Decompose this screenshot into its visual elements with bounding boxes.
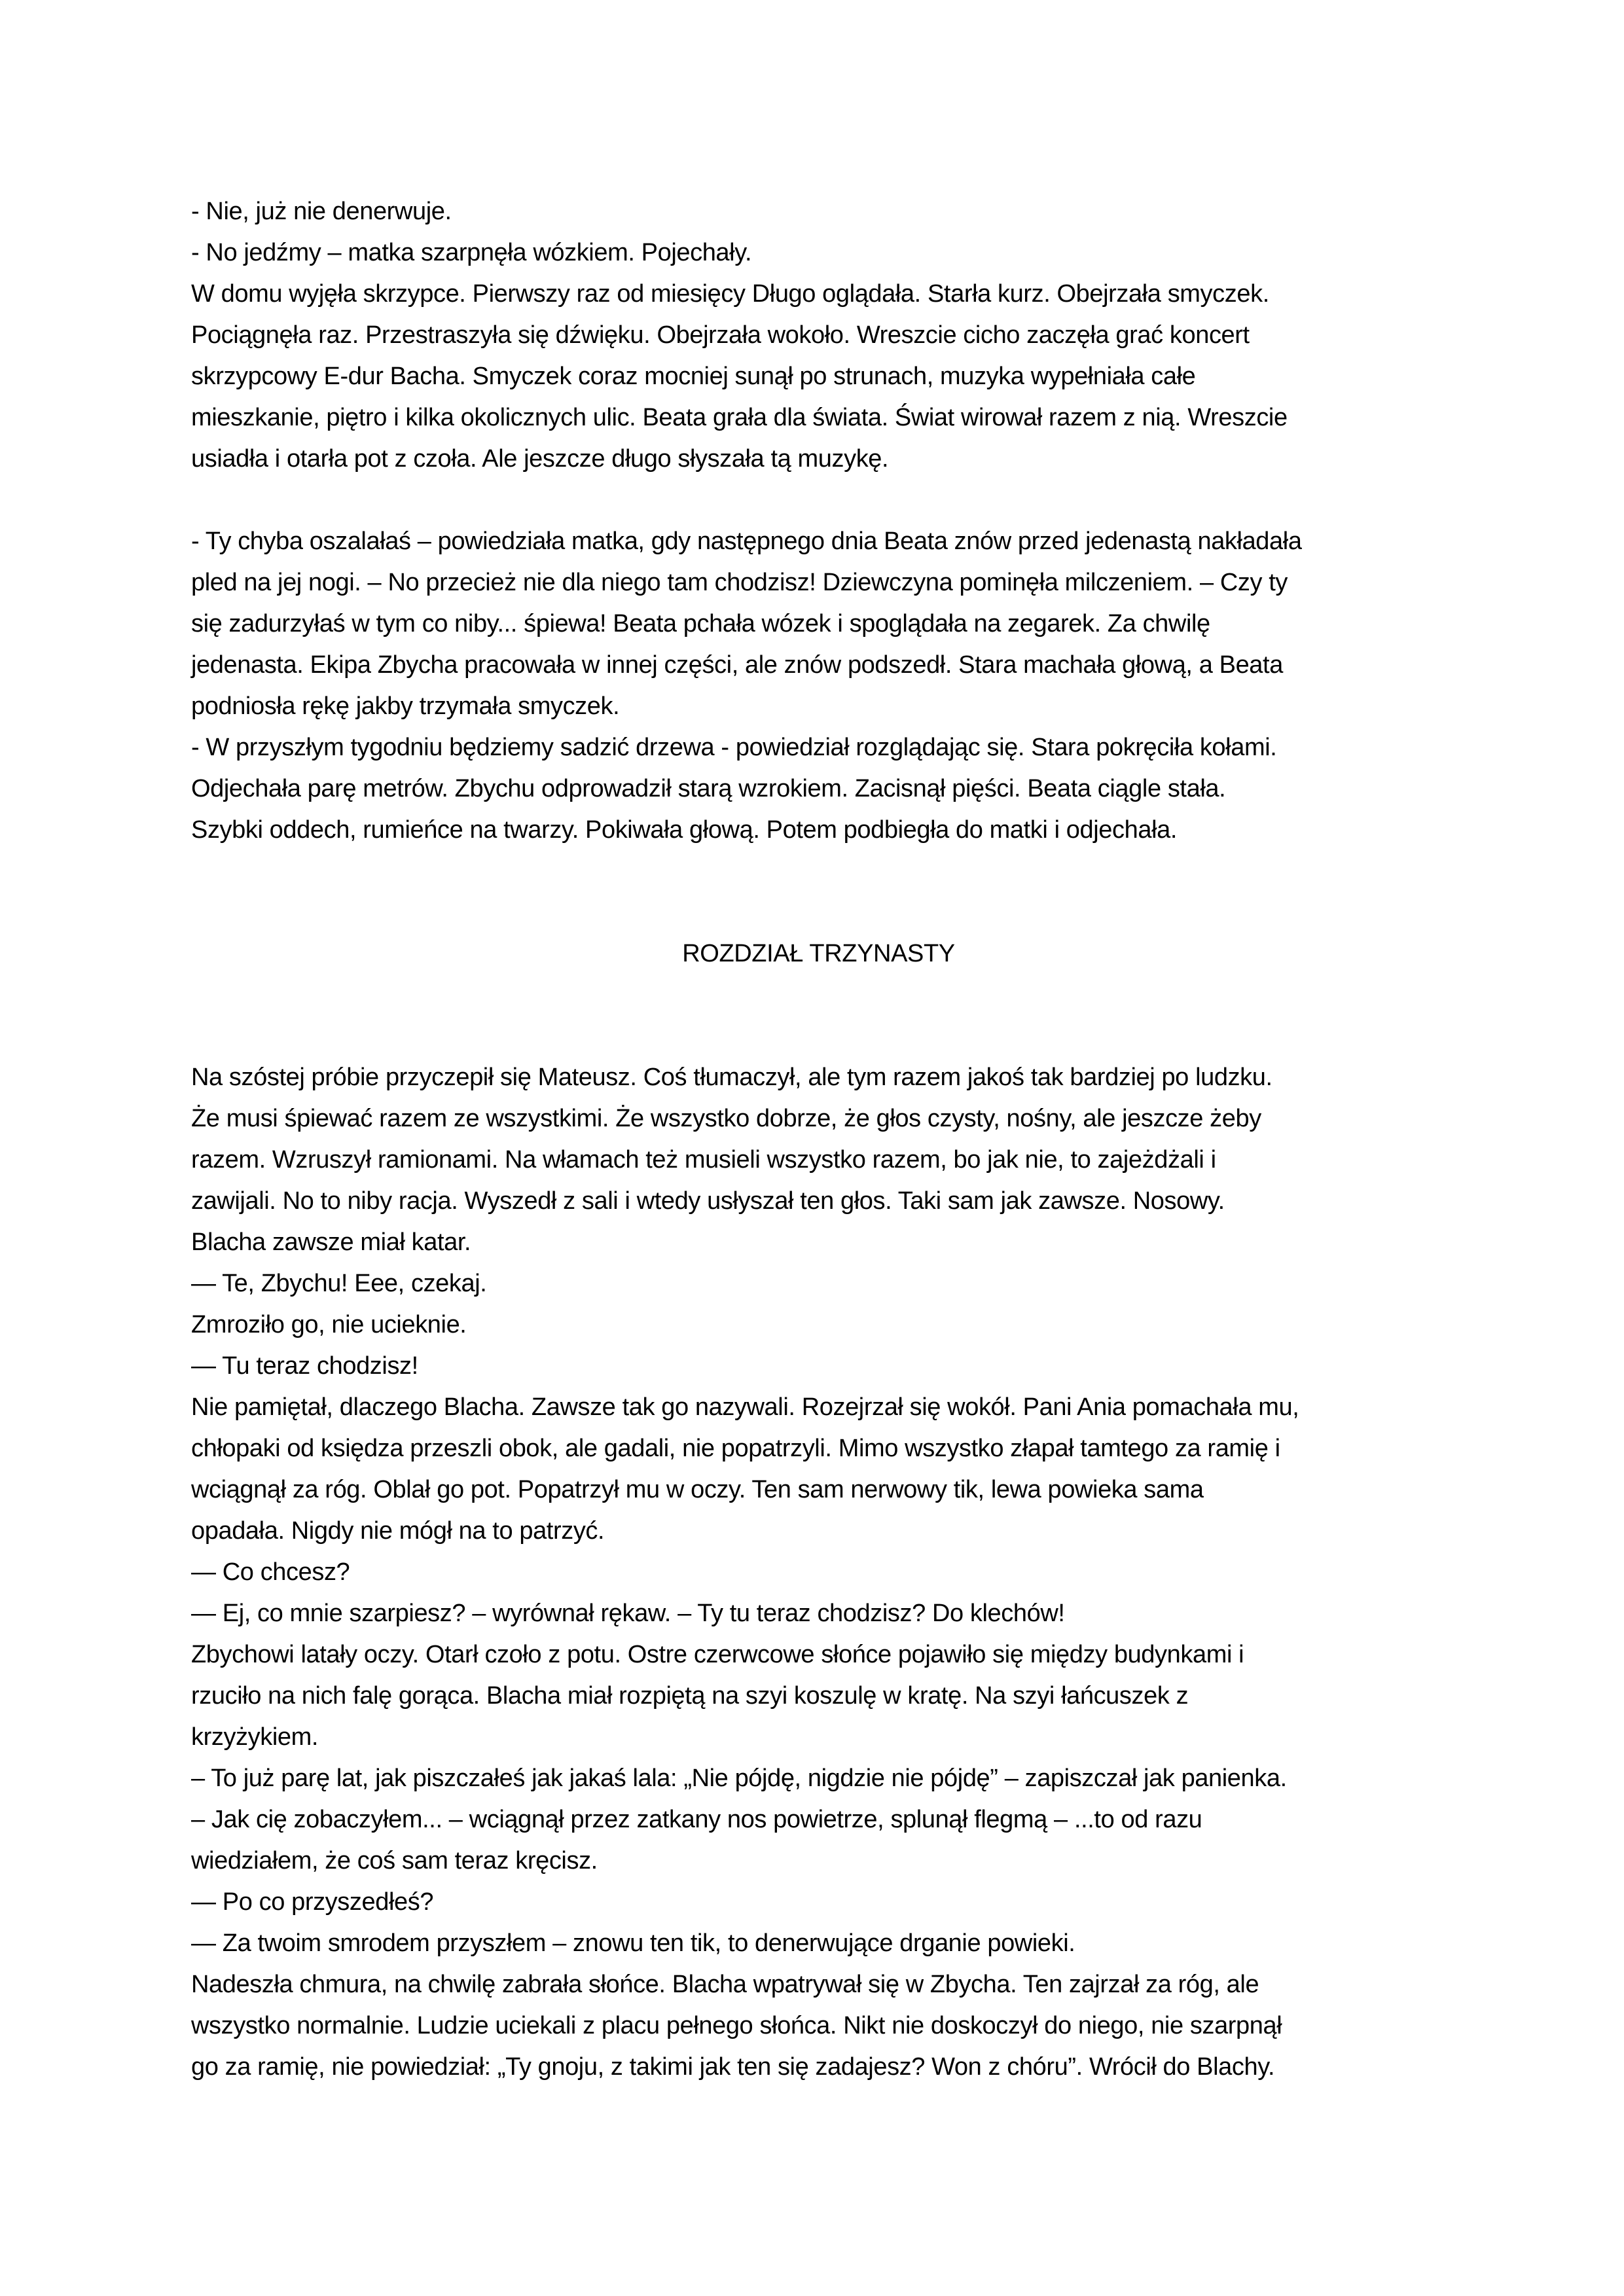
- text-line: wiedziałem, że coś sam teraz kręcisz.: [191, 1847, 598, 1874]
- text-line: — Za twoim smrodem przyszłem – znowu ten tik, to denerwujące drganie powieki.: [191, 1929, 1075, 1957]
- text-line: usiadła i otarła pot z czoła. Ale jeszcze długo słyszała tą muzykę.: [191, 445, 889, 473]
- paragraph: [191, 521, 1446, 851]
- text-line: podniosła rękę jakby trzymała smyczek.: [191, 692, 620, 720]
- text-line: się zadurzyłaś w tym co niby... śpiewa! Beata pchała wózek i spoglądała na zegarek. Za chwilę: [191, 610, 1210, 637]
- text-line: wszystko normalnie. Ludzie uciekali z placu pełnego słońca. Nikt nie doskoczył do niego, nie szarpnął: [191, 2012, 1282, 2039]
- text-line: — Tu teraz chodzisz!: [191, 1352, 418, 1380]
- text-content: [191, 191, 1446, 2088]
- text-line: mieszkanie, piętro i kilka okolicznych ulic. Beata grała dla świata. Świat wirował razem z nią. Wreszcie: [191, 404, 1288, 431]
- chapter-heading: ROZDZIAŁ TRZYNASTY: [682, 940, 955, 967]
- text-line: — Co chcesz?: [191, 1558, 350, 1586]
- text-line: — Te, Zbychu! Eee, czekaj.: [191, 1270, 487, 1297]
- text-line: jedenasta. Ekipa Zbycha pracowała w innej części, ale znów podszedł. Stara machała głową, a Beata: [191, 651, 1283, 679]
- text-line: Nie pamiętał, dlaczego Blacha. Zawsze tak go nazywali. Rozejrzał się wokół. Pani Ania pomachała mu,: [191, 1393, 1299, 1421]
- text-line: Odjechała parę metrów. Zbychu odprowadził starą wzrokiem. Zacisnął pięści. Beata ciągle stała.: [191, 775, 1226, 802]
- text-line: Zmroziło go, nie ucieknie.: [191, 1311, 467, 1338]
- text-line: Szybki oddech, rumieńce na twarzy. Pokiwała głową. Potem podbiegła do matki i odjechała.: [191, 816, 1178, 844]
- text-line: – To już parę lat, jak piszczałeś jak jakaś lala: „Nie pójdę, nigdzie nie pójdę” – zapiszczał jak panienka.: [191, 1765, 1287, 1792]
- paragraph: [191, 1057, 1446, 2088]
- text-line: Nadeszła chmura, na chwilę zabrała słońce. Blacha wpatrywał się w Zbycha. Ten zajrzał za róg, ale: [191, 1971, 1259, 1998]
- text-line: – Jak cię zobaczyłem... – wciągnął przez zatkany nos powietrze, splunął flegmą – ...to od razu: [191, 1806, 1202, 1833]
- text-line: zawijali. No to niby racja. Wyszedł z sali i wtedy usłyszał ten głos. Taki sam jak zawsze. Nosowy.: [191, 1187, 1225, 1215]
- text-line: Pociągnęła raz. Przestraszyła się dźwięku. Obejrzała wokoło. Wreszcie cicho zaczęła grać koncert: [191, 321, 1250, 349]
- text-line: wciągnął za róg. Oblał go pot. Popatrzył mu w oczy. Ten sam nerwowy tik, lewa powieka sama: [191, 1476, 1204, 1503]
- text-line: W domu wyjęła skrzypce. Pierwszy raz od miesięcy Długo oglądała. Starła kurz. Obejrzała smyczek.: [191, 280, 1269, 308]
- text-line: go za ramię, nie powiedział: „Ty gnoju, z takimi jak ten się zadajesz? Won z chóru”. Wrócił do Blachy.: [191, 2053, 1275, 2081]
- text-line: Zbychowi latały oczy. Otarł czoło z potu. Ostre czerwcowe słońce pojawiło się między budynkami i: [191, 1641, 1244, 1668]
- text-line: - Ty chyba oszalałaś – powiedziała matka, gdy następnego dnia Beata znów przed jedenastą nakładała: [191, 528, 1302, 555]
- text-line: Blacha zawsze miał katar.: [191, 1229, 471, 1256]
- text-line: chłopaki od księdza przeszli obok, ale gadali, nie popatrzyli. Mimo wszystko złapał tamtego za ramię i: [191, 1435, 1280, 1462]
- text-line: - No jedźmy – matka szarpnęła wózkiem. Pojechały.: [191, 239, 752, 266]
- text-line: - Nie, już nie denerwuje.: [191, 198, 452, 225]
- text-line: pled na jej nogi. – No przecież nie dla niego tam chodzisz! Dziewczyna pominęła milczeniem. – Czy ty: [191, 569, 1288, 596]
- text-line: - W przyszłym tygodniu będziemy sadzić drzewa - powiedział rozglądając się. Stara pokręciła kołami.: [191, 734, 1277, 761]
- text-line: Że musi śpiewać razem ze wszystkimi. Że wszystko dobrze, że głos czysty, nośny, ale jeszcze żeby: [191, 1105, 1261, 1132]
- text-line: Na szóstej próbie przyczepił się Mateusz. Coś tłumaczył, ale tym razem jakoś tak bardziej po ludzku.: [191, 1064, 1272, 1091]
- text-line: razem. Wzruszył ramionami. Na włamach też musieli wszystko razem, bo jak nie, to zajeżdżali i: [191, 1146, 1216, 1174]
- text-line: krzyżykiem.: [191, 1723, 319, 1751]
- text-line: skrzypcowy E-dur Bacha. Smyczek coraz mocniej sunął po strunach, muzyka wypełniała całe: [191, 363, 1196, 390]
- text-line: rzuciło na nich falę gorąca. Blacha miał rozpiętą na szyi koszulę w kratę. Na szyi łańcuszek z: [191, 1682, 1189, 1710]
- paragraph: [191, 191, 1446, 480]
- text-line: — Po co przyszedłeś?: [191, 1888, 434, 1916]
- text-line: — Ej, co mnie szarpiesz? – wyrównał rękaw. – Ty tu teraz chodzisz? Do klechów!: [191, 1600, 1065, 1627]
- text-line: opadała. Nigdy nie mógł na to patrzyć.: [191, 1517, 605, 1545]
